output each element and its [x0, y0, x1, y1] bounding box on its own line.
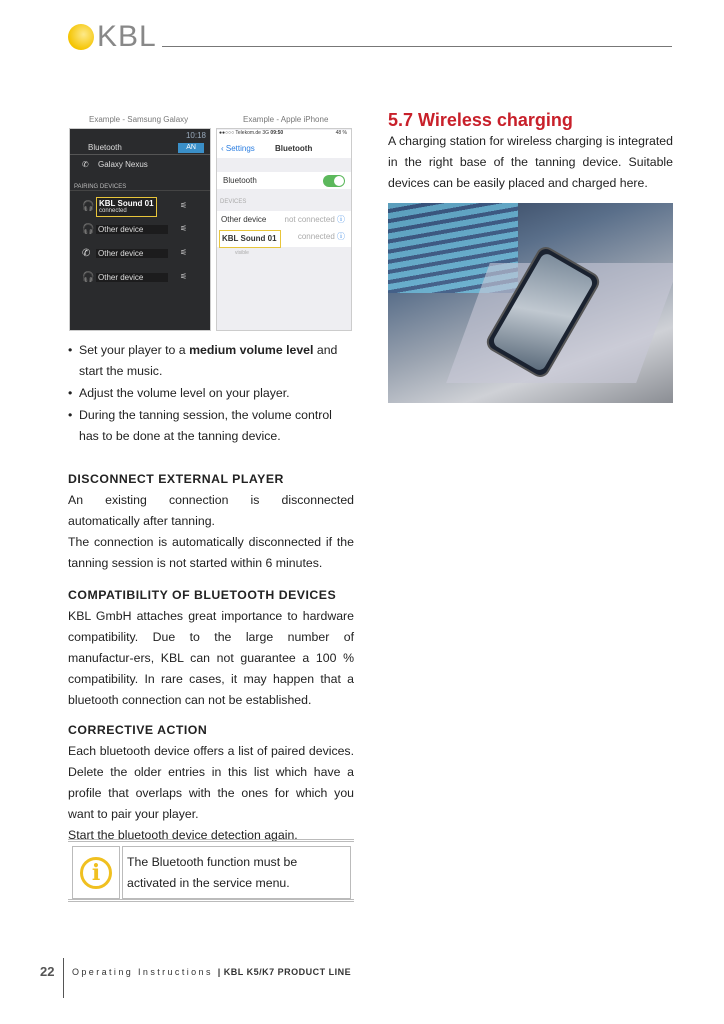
phone-icon: ✆	[82, 160, 89, 169]
footer-divider	[63, 958, 64, 998]
bt-label: Bluetooth	[223, 176, 257, 185]
device-name[interactable]: Other device	[96, 273, 168, 282]
page-number: 22	[40, 964, 55, 979]
device-status: connected	[99, 208, 127, 214]
bt-title: Bluetooth	[88, 143, 122, 152]
kbl-logo	[68, 22, 157, 52]
iphone-caption: Example - Apple iPhone	[243, 115, 329, 124]
device-name[interactable]: KBL Sound 01	[99, 199, 154, 208]
nav-title: Bluetooth	[275, 144, 313, 153]
header-rule	[162, 46, 672, 47]
paired-device[interactable]: Galaxy Nexus	[98, 160, 148, 169]
time: 09:50	[270, 130, 284, 136]
bullet-item: • During the tanning session, the volume control has to be done at the tanning device.	[68, 405, 354, 447]
logo-text: KBL	[97, 20, 157, 53]
section-heading: DISCONNECT EXTERNAL PLAYER	[68, 472, 284, 486]
samsung-screenshot	[69, 128, 211, 331]
headphones-icon: 🎧	[82, 201, 95, 212]
iphone-screenshot	[216, 128, 352, 331]
phone-icon: ✆	[82, 248, 91, 259]
settings-icon[interactable]: ⚟	[180, 272, 188, 281]
status-time: 10:18	[185, 131, 206, 140]
footer-text: Operating Instructions | KBL K5/K7 PRODUCT LINE	[72, 967, 352, 977]
paragraph: KBL GmbH attaches great importance to hardware compatibility. Due to the large number of manufactur-ers, KBL can not guarantee a 100 % compatibility. In rare cases, it may happen that a bluetooth connection can not be established.	[68, 609, 354, 707]
bullet-item: • Adjust the volume level on your player.	[68, 383, 354, 404]
section-disconnect	[68, 469, 354, 574]
wireless-charging-photo	[388, 203, 673, 403]
bullet-item: • Set your player to a medium volume level and start the music.	[68, 340, 354, 382]
bullet-list	[68, 340, 354, 448]
device-row[interactable]: Other device not connected ⓘ	[217, 211, 351, 229]
bt-switch[interactable]	[323, 175, 345, 187]
sun-logo-icon	[68, 24, 94, 50]
samsung-caption: Example - Samsung Galaxy	[89, 115, 189, 124]
device-row[interactable]: KBL Sound 01 connected ⓘ	[217, 229, 351, 247]
bt-toggle[interactable]: AN	[178, 143, 204, 153]
headphones-icon: 🎧	[82, 224, 95, 235]
section-label: DEVICES	[220, 199, 247, 205]
device-name[interactable]: Other device	[96, 225, 168, 234]
headphones-icon: 🎧	[82, 272, 95, 283]
carrier: ●●○○○ Telekom.de 3G	[219, 130, 270, 136]
paragraph: Each bluetooth device offers a list of paired devices. Delete the older entries in this list which have a profile that overlaps with the ones for which you want to pair your player.	[68, 744, 354, 821]
section-heading: CORRECTIVE ACTION	[68, 723, 208, 737]
section-heading: COMPATIBILITY OF BLUETOOTH DEVICES	[68, 588, 337, 602]
section-title: 5.7 Wireless charging	[388, 110, 573, 130]
note-text: The Bluetooth function must be activated in the service menu.	[122, 846, 351, 899]
paragraph: An existing connection is disconnected automatically after tanning.	[68, 493, 354, 528]
section-compatibility	[68, 585, 354, 711]
section-corrective	[68, 720, 354, 846]
info-icon: ⓘ	[337, 215, 345, 224]
section-label: PAIRING DEVICES	[70, 184, 210, 191]
settings-icon[interactable]: ⚟	[180, 248, 188, 257]
paragraph: The connection is automatically disconnected if the tanning session is not started within 6 minutes.	[68, 535, 354, 570]
battery: 48 %	[335, 130, 347, 136]
visible-label: visible	[235, 250, 249, 256]
info-icon: ⓘ	[337, 232, 345, 241]
paragraph: A charging station for wireless charging is integrated in the right base of the tanning device. Suitable devices can be easily placed and charged here.	[388, 134, 673, 190]
note-box	[68, 839, 354, 902]
back-button[interactable]: ‹ Settings	[221, 144, 255, 153]
device-name[interactable]: Other device	[96, 249, 168, 258]
paragraph: Start the bluetooth device detection again.	[68, 828, 298, 842]
info-icon: i	[80, 857, 112, 889]
settings-icon[interactable]: ⚟	[180, 224, 188, 233]
settings-icon[interactable]: ⚟	[180, 201, 188, 210]
